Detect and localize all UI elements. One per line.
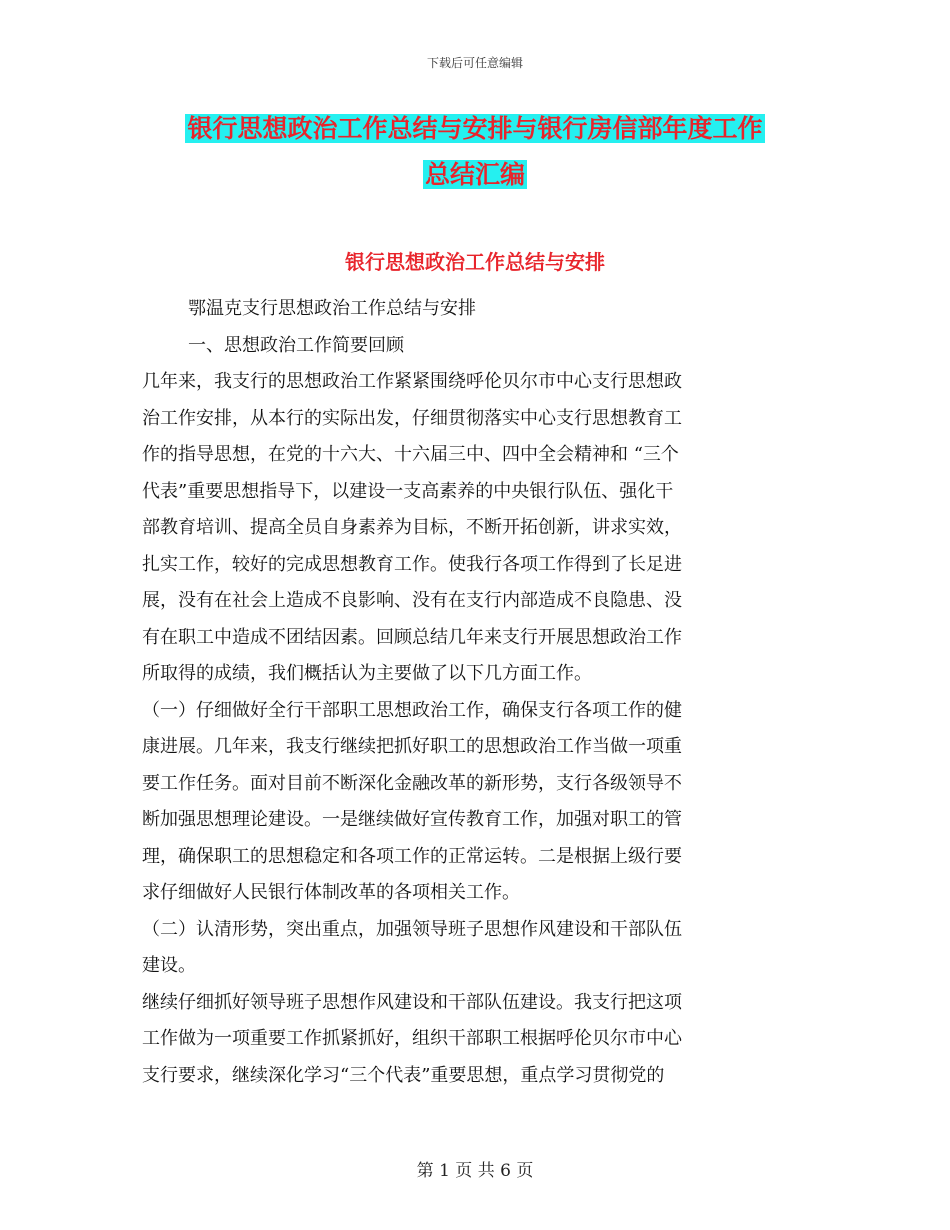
paragraph-line: （二）认清形势，突出重点，加强领导班子思想作风建设和干部队伍	[142, 918, 682, 940]
paragraph-line: 支行要求，继续深化学习“三个代表”重要思想，重点学习贯彻党的	[142, 1064, 665, 1086]
paragraph-line: 扎实工作，较好的完成思想教育工作。使我行各项工作得到了长足进	[142, 553, 682, 575]
paragraph-line: 要工作任务。面对目前不断深化金融改革的新形势，支行各级领导不	[142, 772, 682, 794]
document-title-line-1: 银行思想政治工作总结与安排与银行房信部年度工作	[187, 114, 763, 143]
paragraph-line: 所取得的成绩，我们概括认为主要做了以下几方面工作。	[142, 663, 592, 684]
paragraph-line: 康进展。几年来，我支行继续把抓好职工的思想政治工作当做一项重	[142, 736, 682, 757]
page-number-footer: 第 1 页 共 6 页	[416, 1161, 534, 1181]
paragraph-line: 工作做为一项重要工作抓紧抓好，组织干部职工根据呼伦贝尔市中心	[142, 1028, 682, 1049]
paragraph-line: 建设。	[142, 955, 196, 976]
paragraph-line: 部教育培训、提高全员自身素养为目标，不断开拓创新，讲求实效，	[142, 517, 682, 538]
paragraph-line: 求仔细做好人民银行体制改革的各项相关工作。	[142, 882, 520, 903]
paragraph-line: 代表”重要思想指导下，以建设一支高素养的中央银行队伍、强化干	[142, 480, 674, 502]
paragraph-line: 几年来，我支行的思想政治工作紧紧围绕呼伦贝尔市中心支行思想政	[142, 371, 682, 392]
paragraph-line: 继续仔细抓好领导班子思想作风建设和干部队伍建设。我支行把这项	[142, 991, 682, 1013]
body-text	[142, 291, 812, 1094]
paragraph-line: 展，没有在社会上造成不良影响、没有在支行内部造成不良隐患、没	[142, 590, 682, 611]
paragraph-line: 理，确保职工的思想稳定和各项工作的正常运转。二是根据上级行要	[142, 845, 682, 867]
paragraph-line: 鄂温克支行思想政治工作总结与安排	[188, 298, 476, 319]
paragraph-line: 有在职工中造成不团结因素。回顾总结几年来支行开展思想政治工作	[142, 626, 682, 648]
header-note: 下载后可任意编辑	[426, 56, 523, 70]
paragraph-line: （一）仔细做好全行干部职工思想政治工作，确保支行各项工作的健	[142, 699, 682, 721]
paragraph-line: 作的指导思想，在党的十六大、十六届三中、四中全会精神和 “三个	[142, 444, 679, 465]
paragraph-line: 治工作安排，从本行的实际出发，仔细贯彻落实中心支行思想教育工	[142, 407, 682, 429]
paragraph-line: 断加强思想理论建设。一是继续做好宣传教育工作，加强对职工的管	[142, 809, 682, 830]
paragraph-line: 一、思想政治工作简要回顾	[188, 334, 404, 356]
section-title: 银行思想政治工作总结与安排	[345, 250, 605, 274]
document-title-line-2: 总结汇编	[424, 160, 525, 189]
